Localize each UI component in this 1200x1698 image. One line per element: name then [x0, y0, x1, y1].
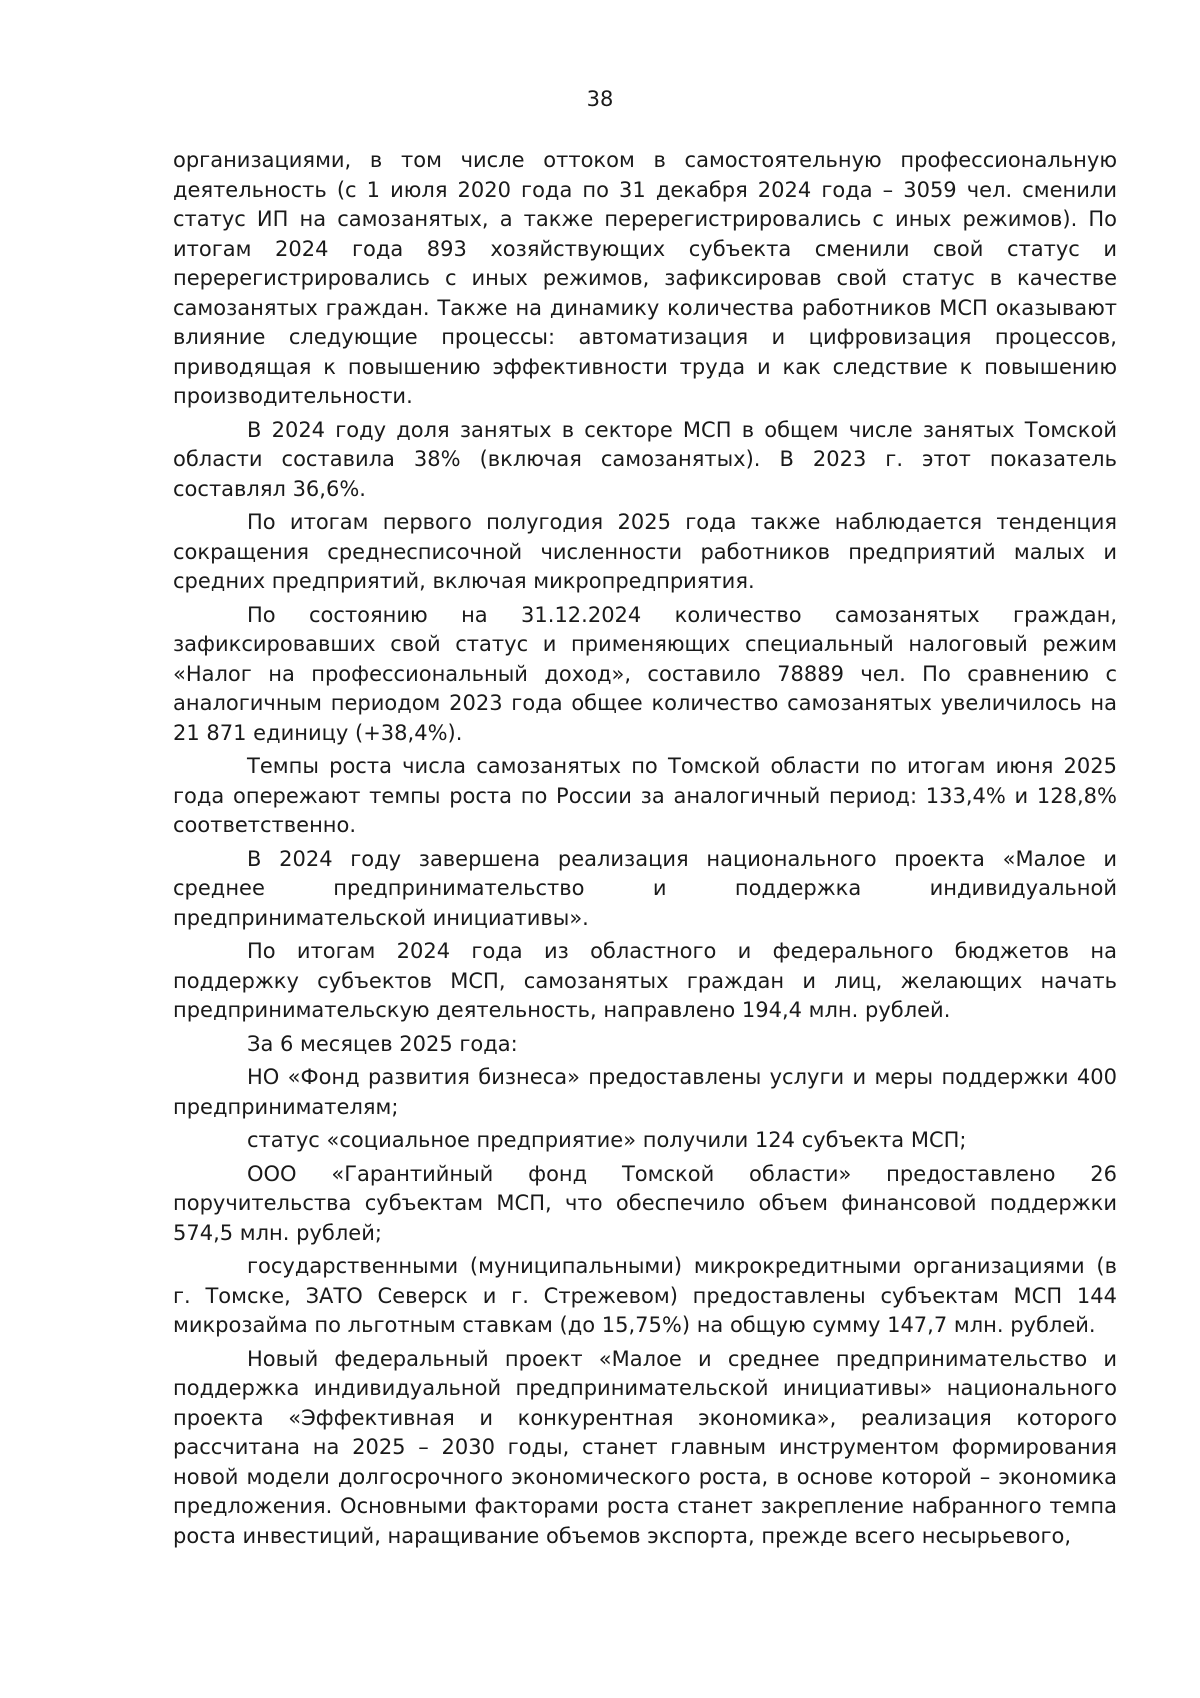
paragraph-first-half-2025-trend: По итогам первого полугодия 2025 года также наблюдается тенденция сокращения среднесписочной численности работников предприятий малых и средних предприятий, включая микропредприятия. [173, 510, 1117, 593]
paragraph-self-employed-count: По состоянию на 31.12.2024 количество самозанятых граждан, зафиксировавших свой статус и применяющих специальный налоговый режим «Налог на профессиональный доход», составило 78889 чел. По сравнению с аналогичным периодом 2023 года общее количество самозанятых увеличилось на 21 871 единицу (+38,4%). [173, 602, 1117, 745]
paragraph-guarantee-fund: ООО «Гарантийный фонд Томской области» предоставлено 26 поручительства субъектам МСП, что обеспечило объем финансовой поддержки 574,5 млн. рублей; [173, 1161, 1117, 1245]
paragraph-social-enterprise: статус «социальное предприятие» получили 124 субъекта МСП; [247, 1128, 967, 1152]
paragraph-six-months-intro: За 6 месяцев 2025 года: [247, 1031, 518, 1056]
paragraph-msp-employment-share: В 2024 году доля занятых в секторе МСП в общем числе занятых Томской области составила 38% (включая самозанятых). В 2023 г. этот показатель составлял 36,6%. [173, 417, 1117, 501]
paragraph-new-federal-project: Новый федеральный проект «Малое и среднее предпринимательство и поддержка индивидуальной предпринимательской инициативы» национального проекта «Эффективная и конкурентная экономика», реализация которого рассчитана на 2025 – 2030 годы, станет главным инструментом формирования новой модели долгосрочного экономического роста, в основе которой – экономика предложения. Основными факторами роста станет закрепление набранного темпа роста инвестиций, наращивание объемов экспорта, прежде всего несырьевого, [173, 1346, 1117, 1548]
paragraph-microcredit: государственными (муниципальными) микрокредитными организациями (в г. Томске, ЗАТО Северск и г. Стрежевом) предоставлены субъектам МСП 144 микрозайма по льготным ставкам (до 15,75%) на общую сумму 147,7 млн. рублей. [173, 1254, 1117, 1337]
paragraph-growth-rates: Темпы роста числа самозанятых по Томской области по итогам июня 2025 года опережают темпы роста по России за аналогичный период: 133,4% и 128,8% соответственно. [173, 754, 1117, 837]
paragraph-budget-support: По итогам 2024 года из областного и федерального бюджетов на поддержку субъектов МСП, самозанятых граждан и лиц, желающих начать предпринимательскую деятельность, направлено 194,4 млн. рублей. [173, 939, 1117, 1022]
page-number: 38 [586, 87, 614, 111]
document-body [173, 146, 1117, 1551]
paragraph-national-project-completed: В 2024 году завершена реализация национального проекта «Малое и среднее предпринимательство и поддержка индивидуальной предпринимательской инициативы». [173, 846, 1117, 930]
paragraph-business-fund: НО «Фонд развития бизнеса» предоставлены услуги и меры поддержки 400 предпринимателям; [173, 1065, 1117, 1119]
paragraph-continuation: организациями, в том числе оттоком в самостоятельную профессиональную деятельность (с 1 июля 2020 года по 31 декабря 2024 года – 3059 чел. сменили статус ИП на самозанятых, а также перерегистрировались с иных режимов). По итогам 2024 года 893 хозяйствующих субъекта сменили свой статус и перерегистрировались с иных режимов, зафиксировав свой статус в качестве самозанятых граждан. Также на динамику количества работников МСП оказывают влияние следующие процессы: автоматизация и цифровизация процессов, приводящая к повышению эффективности труда и как следствие к повышению производительности. [173, 148, 1117, 408]
